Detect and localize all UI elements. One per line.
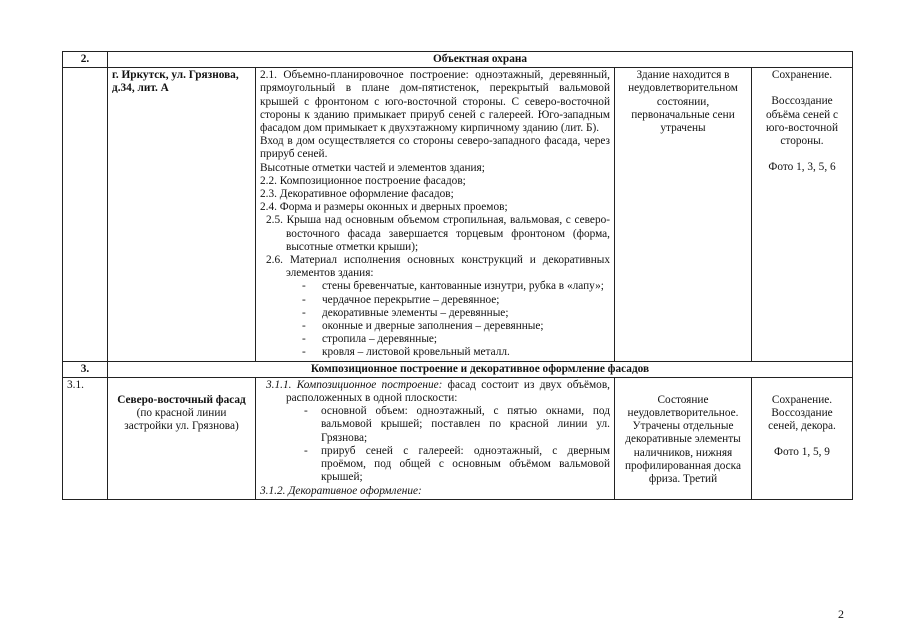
heritage-table xyxy=(62,51,853,500)
facade-composition xyxy=(260,379,610,405)
section-2-title: Объектная охрана xyxy=(108,52,853,68)
section-3-number: 3. xyxy=(63,361,108,377)
facade-decor-label: 3.1.2. Декоративное оформление: xyxy=(260,484,422,497)
section-2-header xyxy=(63,52,853,68)
object-state: Здание находится в неудовлетворительном состоянии, первоначальные сени утрачены xyxy=(615,68,752,361)
description-item-2-6: 2.6. Материал исполнения основных конструкций и декоративных элементов здания: xyxy=(266,254,610,280)
requirement-preserve: Сохранение. xyxy=(771,69,833,82)
object-description xyxy=(256,68,615,361)
facade-composition-text: фасад состоит из двух объёмов, расположенных в одной плоскости: xyxy=(286,378,610,405)
object-address: г. Иркутск, ул. Грязнова, д.34, лит. А xyxy=(108,68,256,361)
facade-name-bold: Северо-восточный фасад xyxy=(117,393,246,406)
object-row xyxy=(63,68,853,361)
section-3-header xyxy=(63,361,853,377)
material-item: - кровля – листовой кровельный металл. xyxy=(260,346,610,359)
description-item-2-2: 2.2. Композиционное построение фасадов; xyxy=(260,174,466,187)
facade-requirements xyxy=(752,377,853,499)
description-item-2-5: 2.5. Крыша над основным объемом стропильная, вальмовая, с северо-восточного фасада завершается торцевым фронтоном (форма, высотные отметки крыши); xyxy=(266,214,610,253)
materials-list xyxy=(260,280,610,359)
description-item-2-3: 2.3. Декоративное оформление фасадов; xyxy=(260,188,454,201)
material-item: - чердачное перекрытие – деревянное; xyxy=(260,294,610,307)
facade-volume-item: - прируб сеней с галереей: одноэтажный, с дверным проёмом, под общей с основным объёмом вальмовой крышей; xyxy=(260,445,610,485)
description-para-3: Высотные отметки частей и элементов здания; xyxy=(260,161,485,174)
facade-state: Состояние неудовлетворительное. Утрачены отдельные декоративные элементы наличников, нижняя профилированная доска фриза. Третий xyxy=(615,377,752,499)
facade-name xyxy=(108,377,256,499)
object-requirements xyxy=(752,68,853,361)
description-para-1: 2.1. Объемно-планировочное построение: одноэтажный, деревянный, прямоугольный в плане дом-пятистенок, перекрытый вальмовой крышей с фронтоном с юго-восточной стороны. С северо-восточной стороны к зданию примыкает прируб сеней с галереей. Юго-западным фасадом дом примыкает к двухэтажному кирпичному зданию (лит. Б). xyxy=(260,69,610,135)
requirement-photos: Фото 1, 3, 5, 6 xyxy=(768,161,836,174)
object-number-cell xyxy=(63,68,108,361)
material-item: - оконные и дверные заполнения – деревянные; xyxy=(260,320,610,333)
section-3-title: Композиционное построение и декоративное оформление фасадов xyxy=(108,361,853,377)
facade-volumes-list xyxy=(260,405,610,484)
facade-number: 3.1. xyxy=(63,377,108,499)
material-item: - стены бревенчатые, кантованные изнутри, рубка в «лапу»; xyxy=(260,280,610,293)
material-item: - декоративные элементы – деревянные; xyxy=(260,307,610,320)
material-item: - стропила – деревянные; xyxy=(260,333,610,346)
facade-row xyxy=(63,377,853,499)
section-2-number: 2. xyxy=(63,52,108,68)
facade-composition-label: 3.1.1. Композиционное построение: xyxy=(266,378,443,391)
facade-requirement-recreate: Воссоздание сеней, декора. xyxy=(768,407,836,433)
description-item-2-4: 2.4. Форма и размеры оконных и дверных проемов; xyxy=(260,201,508,214)
facade-volume-item: - основной объем: одноэтажный, с пятью окнами, под вальмовой крышей; поставлен по красной линии ул. Грязнова; xyxy=(260,405,610,445)
facade-requirement-preserve: Сохранение. xyxy=(771,393,833,406)
description-para-2: Вход в дом осуществляется со стороны северо-западного фасада, через прируб сеней. xyxy=(260,135,610,161)
facade-name-rest: (по красной линии застройки ул. Грязнова) xyxy=(124,407,239,433)
facade-requirement-photos: Фото 1, 5, 9 xyxy=(774,446,830,459)
requirement-recreate: Воссоздание объёма сеней с юго-восточной стороны. xyxy=(766,95,838,148)
page-number: 2 xyxy=(838,607,844,621)
facade-description xyxy=(256,377,615,499)
